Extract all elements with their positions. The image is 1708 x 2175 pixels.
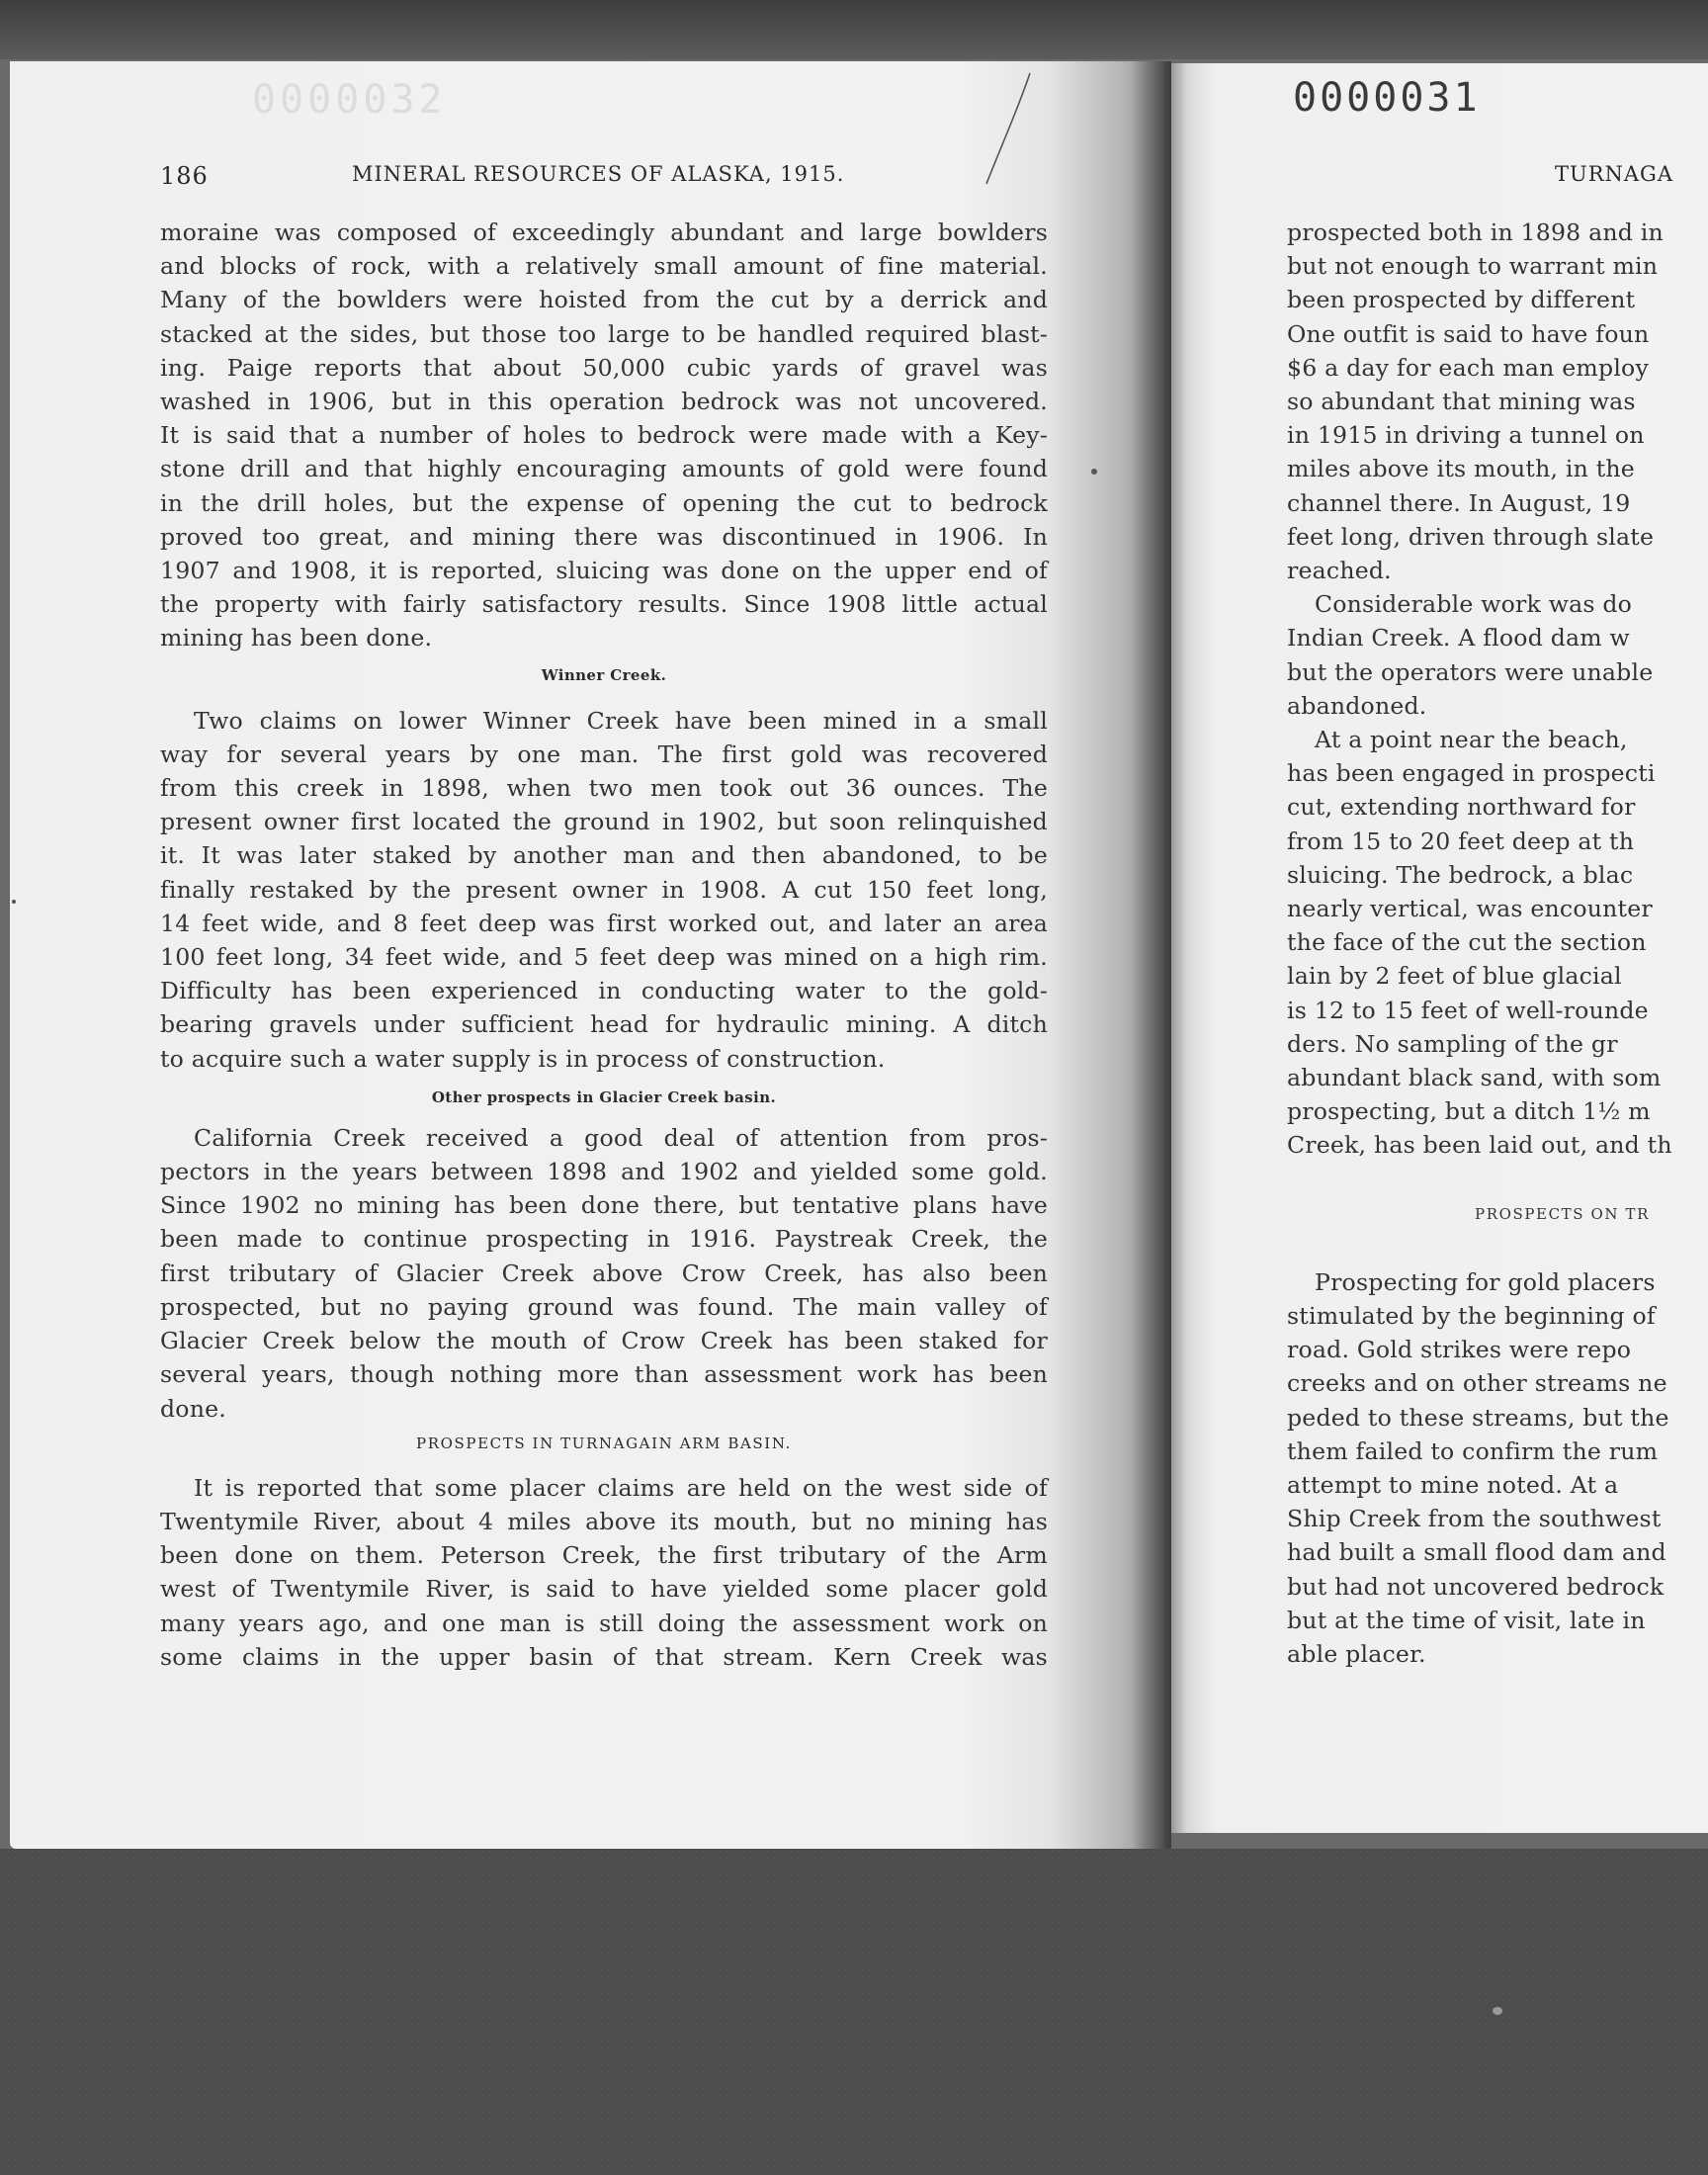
section-heading-winner-creek: Winner Creek. (541, 665, 667, 684)
text-line: been prospected by different (1287, 286, 1636, 314)
text-line: but not enough to warrant min (1287, 252, 1659, 281)
text-line: and blocks of rock, with a relatively small amount of fine material. (160, 252, 1048, 281)
text-line: able placer. (1287, 1639, 1426, 1668)
text-line: has been engaged in prospecti (1287, 759, 1656, 788)
text-line: but at the time of visit, late in (1287, 1606, 1646, 1634)
text-line: had built a small flood dam and (1287, 1538, 1666, 1567)
text-line: many years ago, and one man is still doing the assessment work on (160, 1609, 1048, 1637)
text-line: some claims in the upper basin of that stream. Kern Creek was (160, 1642, 1048, 1671)
text-line: 100 feet long, 34 feet wide, and 5 feet deep was mined on a high rim. (160, 943, 1048, 972)
text-line: miles above its mouth, in the (1287, 455, 1635, 483)
text-line: the face of the cut the section (1287, 928, 1647, 957)
book-gutter (1132, 61, 1171, 1849)
text-line: first tributary of Glacier Creek above Crow Creek, has also been (160, 1259, 1048, 1287)
text-line: is 12 to 15 feet of well-rounde (1287, 996, 1649, 1024)
text-line: Creek, has been laid out, and th (1287, 1131, 1672, 1160)
text-line: finally restaked by the present owner in 1908. A cut 150 feet long, (160, 875, 1048, 904)
text-line: bearing gravels under sufficient head for hydraulic mining. A ditch (160, 1010, 1048, 1039)
text-line: feet long, driven through slate (1287, 522, 1655, 551)
text-line: stone drill and that highly encouraging amounts of gold were found (160, 455, 1048, 483)
text-line: present owner first located the ground in 1902, but soon relinquished (160, 808, 1048, 836)
scan-bottom-border (0, 1849, 1708, 2175)
text-line: it. It was later staked by another man and then abandoned, to be (160, 841, 1048, 870)
text-line: ders. No sampling of the gr (1287, 1029, 1618, 1058)
text-line: Twentymile River, about 4 miles above its mouth, but no mining has (160, 1507, 1048, 1535)
text-line: Ship Creek from the southwest (1287, 1505, 1662, 1533)
text-line: cut, extending northward for (1287, 793, 1636, 822)
scan-speck (1091, 469, 1097, 475)
text-line: mining has been done. (160, 624, 433, 652)
text-line: Considerable work was do (1315, 590, 1633, 619)
text-line: but had not uncovered bedrock (1287, 1572, 1665, 1601)
section-heading-glacier-creek: Other prospects in Glacier Creek basin. (431, 1088, 777, 1106)
text-line: from this creek in 1898, when two men took out 36 ounces. The (160, 774, 1048, 803)
text-line: Glacier Creek below the mouth of Crow Creek has been staked for (160, 1327, 1048, 1355)
text-line: the property with fairly satisfactory results. Since 1908 little actual (160, 590, 1048, 619)
text-line: attempt to mine noted. At a (1287, 1470, 1619, 1499)
text-line: It is reported that some placer claims are held on the west side of (194, 1473, 1048, 1502)
text-line: $6 a day for each man employ (1287, 353, 1649, 382)
text-line: Two claims on lower Winner Creek have been mined in a small (194, 706, 1048, 735)
text-line: reached. (1287, 557, 1392, 585)
text-line: Indian Creek. A flood dam w (1287, 624, 1630, 652)
text-line: California Creek received a good deal of attention from pros- (194, 1123, 1048, 1152)
running-title: MINERAL RESOURCES OF ALASKA, 1915. (352, 162, 845, 186)
text-line: way for several years by one man. The first gold was recovered (160, 740, 1048, 768)
scan-speck (1493, 2007, 1502, 2015)
right-running-title: TURNAGA (1555, 162, 1673, 186)
pen-stroke-mark (979, 69, 1038, 188)
scan-speck (12, 900, 16, 904)
text-line: peded to these streams, but the (1287, 1403, 1669, 1432)
text-line: channel there. In August, 19 (1287, 488, 1631, 517)
text-line: been made to continue prospecting in 1916. Paystreak Creek, the (160, 1225, 1048, 1254)
text-line: in the drill holes, but the expense of opening the cut to bedrock (160, 488, 1048, 517)
text-line: so abundant that mining was (1287, 388, 1636, 416)
text-line: several years, though nothing more than assessment work has been (160, 1360, 1048, 1389)
text-line: stacked at the sides, but those too large to be handled required blast- (160, 319, 1048, 348)
page-stamp-number: 0000031 (1293, 75, 1481, 121)
text-line: stimulated by the beginning of (1287, 1301, 1656, 1330)
text-line: lain by 2 feet of blue glacial (1287, 962, 1622, 991)
page-number: 186 (160, 162, 209, 190)
text-line: 14 feet wide, and 8 feet deep was first worked out, and later an area (160, 909, 1048, 937)
text-line: abundant black sand, with som (1287, 1064, 1662, 1092)
text-line: Prospecting for gold placers (1315, 1267, 1656, 1296)
text-line: prospected, but no paying ground was found. The main valley of (160, 1292, 1048, 1321)
text-line: sluicing. The bedrock, a blac (1287, 860, 1634, 889)
scan-top-border (0, 0, 1708, 59)
text-line: 1907 and 1908, it is reported, sluicing was done on the upper end of (160, 557, 1048, 585)
text-line: but the operators were unable (1287, 657, 1654, 686)
text-line: them failed to confirm the rum (1287, 1436, 1659, 1465)
left-text-column (160, 216, 1048, 1674)
text-line: west of Twentymile River, is said to have yielded some placer gold (160, 1575, 1048, 1604)
text-line: proved too great, and mining there was discontinued in 1906. In (160, 522, 1048, 551)
text-line: pectors in the years between 1898 and 1902 and yielded some gold. (160, 1158, 1048, 1186)
ghost-stamp-number: 0000032 (252, 77, 447, 123)
section-heading-turnagain-arm: PROSPECTS IN TURNAGAIN ARM BASIN. (416, 1434, 792, 1452)
text-line: prospected both in 1898 and in (1287, 218, 1664, 246)
right-section-heading: PROSPECTS ON TR (1475, 1204, 1651, 1223)
text-line: Many of the bowlders were hoisted from the cut by a derrick and (160, 286, 1048, 314)
text-line: to acquire such a water supply is in process of construction. (160, 1044, 886, 1073)
text-line: Since 1902 no mining has been done there, but tentative plans have (160, 1191, 1048, 1220)
text-line: washed in 1906, but in this operation bedrock was not uncovered. (160, 388, 1048, 416)
text-line: At a point near the beach, (1315, 726, 1628, 754)
text-line: in 1915 in driving a tunnel on (1287, 421, 1645, 450)
text-line: ing. Paige reports that about 50,000 cubic yards of gravel was (160, 353, 1048, 382)
text-line: abandoned. (1287, 691, 1427, 720)
text-line: road. Gold strikes were repo (1287, 1336, 1632, 1364)
text-line: been done on them. Peterson Creek, the first tributary of the Arm (160, 1541, 1048, 1570)
text-line: from 15 to 20 feet deep at th (1287, 826, 1635, 855)
text-line: One outfit is said to have foun (1287, 319, 1650, 348)
text-line: done. (160, 1394, 226, 1423)
text-line: prospecting, but a ditch 1½ m (1287, 1097, 1651, 1126)
text-line: It is said that a number of holes to bedrock were made with a Key- (160, 421, 1048, 450)
text-line: creeks and on other streams ne (1287, 1369, 1667, 1398)
text-line: nearly vertical, was encounter (1287, 895, 1653, 923)
text-line: Difficulty has been experienced in conducting water to the gold- (160, 977, 1048, 1005)
right-text-column (1287, 216, 1708, 1671)
text-line: moraine was composed of exceedingly abundant and large bowlders (160, 218, 1048, 246)
